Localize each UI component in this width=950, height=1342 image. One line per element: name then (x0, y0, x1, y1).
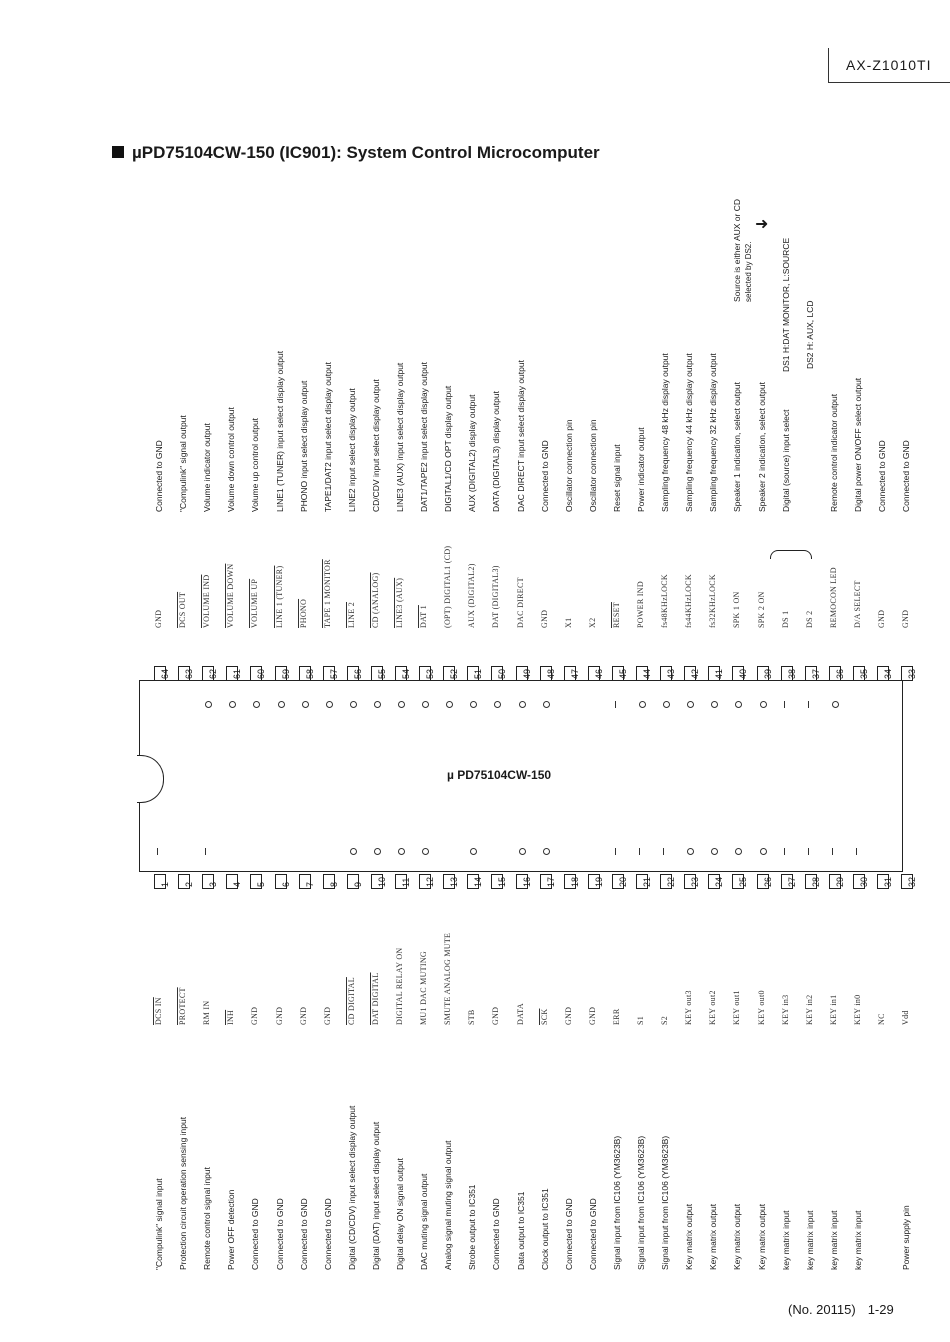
pin-description: key matrix input (780, 1210, 791, 1270)
pin-box (757, 666, 773, 681)
pin-number: 25 (738, 876, 749, 887)
pin-marker-dash (615, 701, 616, 708)
pin-description: "Compulink" signal output (178, 415, 189, 512)
pin-description: PHONO input select display output (298, 380, 309, 512)
pin-marker-circle (760, 848, 767, 855)
pin-description: Connected to GND (563, 1198, 574, 1270)
pin-box (154, 666, 170, 681)
page-footer (788, 1302, 894, 1317)
ds2-note: DS2 H: AUX, LCD (805, 300, 815, 369)
pin-number: 19 (593, 876, 604, 887)
pin-number: 41 (714, 668, 725, 679)
pin-number: 31 (883, 876, 893, 887)
pin-number: 8 (328, 881, 339, 887)
pin-box (853, 666, 869, 681)
pin-number: 48 (545, 668, 556, 679)
pin-box (371, 666, 387, 681)
pin-number: 39 (762, 668, 773, 679)
pin-signal-name: GND (877, 609, 886, 628)
pin-signal-name: KEY in1 (828, 994, 838, 1025)
pin-number: 27 (786, 876, 797, 887)
pin-number: 35 (858, 668, 869, 679)
pin-number: 60 (256, 668, 267, 679)
pin-signal-name: GND (322, 1006, 332, 1025)
pin-box (829, 874, 845, 889)
pin-number: 6 (280, 881, 291, 887)
pin-number: 5 (256, 881, 267, 887)
pin-box (540, 874, 556, 889)
pin-signal-name: GND (491, 1006, 501, 1025)
pin-number: 54 (401, 668, 411, 679)
pin-box (564, 874, 580, 889)
pin-signal-name: SPK 2 ON (756, 591, 766, 628)
pin-signal-name: KEY out3 (684, 990, 694, 1025)
pin-signal-name: fs32KHzLOCK (708, 574, 718, 628)
pin-signal-name: LINE 1 (TUNER) (274, 565, 284, 628)
page-title (112, 143, 600, 163)
pin-description: LINE3 (AUX) input select display output (395, 362, 405, 512)
pin-box (491, 666, 508, 681)
pin-number: 7 (304, 881, 315, 887)
pin-number: 9 (352, 881, 363, 887)
pin-description: Digital (source) input select (780, 409, 791, 512)
pin-signal-name: GND (250, 1006, 260, 1025)
pin-signal-name: DATA (515, 1003, 525, 1025)
pin-number: 51 (473, 668, 484, 679)
pin-marker-circle (278, 701, 285, 708)
pin-signal-name: LINE3 (AUX) (395, 577, 404, 628)
pin-signal-name: (OPT) DIGITAL1 (CD) (443, 545, 453, 628)
pin-signal-name: DAT (DIGITAL3) (491, 565, 501, 628)
pin-box (395, 874, 411, 889)
pin-signal-name: DS 2 (804, 610, 814, 628)
pin-signal-name: GND (901, 609, 911, 628)
pin-signal-name: STB (467, 1009, 477, 1025)
pin-description: Volume up control output (250, 417, 261, 512)
pin-signal-name: PROTECT (178, 987, 188, 1025)
source-note-line1: Source is either AUX or CD (732, 199, 742, 302)
pin-box (299, 666, 315, 681)
pin-number: 28 (810, 876, 821, 887)
pin-marker-dash (157, 848, 158, 855)
pin-signal-name: RESET (611, 602, 621, 628)
pin-signal-name: SPK 1 ON (732, 591, 742, 628)
pin-number: 59 (280, 668, 291, 679)
pin-signal-name: DCS OUT (178, 591, 188, 628)
pin-signal-name: VOLUME UP (250, 578, 260, 628)
pin-box (178, 666, 195, 681)
pin-number: 47 (569, 668, 580, 679)
pin-box (636, 666, 652, 681)
pin-signal-name: X2 (587, 617, 597, 628)
pin-number: 32 (907, 876, 918, 887)
pin-box (516, 666, 532, 681)
pin-box (612, 666, 628, 681)
pin-number: 15 (497, 876, 508, 887)
pin-marker-circle (374, 701, 381, 708)
pin-box (419, 666, 436, 681)
pin-signal-name: NC (877, 1013, 886, 1025)
pin-signal-name: ERR (611, 1008, 621, 1025)
pin-box (178, 874, 195, 889)
page-title-text: µPD75104CW-150 (IC901): System Control Microcomputer (132, 143, 600, 162)
pin-signal-name: GND (298, 1006, 308, 1025)
pin-box (588, 666, 604, 681)
pin-description: LINE1 (TUNER) input select display output (274, 350, 285, 512)
pin-box (708, 666, 725, 681)
pin-description: key matrix input (852, 1210, 863, 1270)
pin-description: Signal input from IC106 (YM3623B) (636, 1135, 646, 1270)
bullet-square-icon (112, 146, 124, 158)
pin-box (491, 874, 508, 889)
pin-description: Volume indicator output (202, 423, 213, 512)
pin-marker-circle (639, 701, 646, 708)
pin-number: 18 (569, 876, 580, 887)
pin-box (467, 666, 484, 681)
pin-signal-name: CD DIGITAL (346, 977, 356, 1025)
pin-description: Signal input from IC106 (YM3623B) (660, 1135, 671, 1270)
pin-number: 17 (545, 876, 556, 887)
pin-number: 34 (883, 668, 893, 679)
pin-description: Digital (CD/CDV) input select display output (346, 1105, 357, 1270)
source-note-line2: selected by DS2. (744, 241, 753, 302)
pin-marker-circle (519, 701, 526, 708)
pin-box (684, 874, 701, 889)
pin-number: 49 (521, 668, 532, 679)
pin-signal-name: KEY out2 (708, 990, 718, 1025)
pin-number: 10 (376, 876, 387, 887)
pin-box (226, 666, 243, 681)
pin-description: Digital delay ON signal output (395, 1158, 405, 1270)
pin-description: Key matrix output (732, 1203, 743, 1270)
pin-box (202, 874, 219, 889)
pin-box (154, 874, 170, 889)
pin-number: 42 (690, 668, 701, 679)
pin-box (660, 874, 677, 889)
pin-signal-name: MU1 DAC MUTING (419, 951, 429, 1025)
pin-description: Connected to GND (154, 440, 164, 512)
pin-box (443, 666, 460, 681)
pin-description: DAT1/TAPE2 input select display output (419, 362, 430, 512)
pin-description: Power supply pin (901, 1205, 912, 1270)
pin-description: Connected to GND (587, 1198, 598, 1270)
pin-number: 22 (666, 876, 677, 887)
pin-number: 36 (834, 668, 845, 679)
pin-box (395, 666, 411, 681)
pin-signal-name: KEY in0 (852, 994, 862, 1025)
pin-signal-name: D/A SELECT (852, 580, 862, 628)
pin-description: Remote control indicator output (828, 393, 839, 512)
pin-number: 40 (738, 668, 749, 679)
pin-signal-name: GND (274, 1006, 284, 1025)
pin-description: Connected to GND (491, 1198, 502, 1270)
pin-marker-circle (398, 701, 405, 708)
pin-marker-dash (784, 848, 785, 855)
pin-signal-name: KEY in2 (804, 994, 814, 1025)
pin-box (732, 666, 749, 681)
page-number: 1-29 (867, 1302, 894, 1317)
pin-number: 61 (232, 668, 243, 679)
pin-description: Remote control signal input (202, 1166, 213, 1270)
arrow-down-icon: ➜ (755, 216, 769, 233)
pin-description: Oscillator connection pin (587, 419, 598, 512)
pin-number: 37 (810, 668, 821, 679)
pin-box (877, 874, 893, 889)
pin-signal-name: fs48KHzLOCK (660, 574, 670, 628)
pin-signal-name: DAC DIRECT (515, 577, 525, 628)
pin-box (805, 874, 821, 889)
pin-number: 2 (184, 881, 195, 887)
pin-description: Speaker 2 indication, select output (756, 382, 767, 512)
pin-number: 1 (160, 881, 170, 887)
pin-box (901, 666, 918, 681)
pin-signal-name: AUX (DIGITAL2) (467, 563, 477, 628)
pin-box (443, 874, 460, 889)
pin-number: 20 (617, 876, 628, 887)
pin-number: 24 (714, 876, 725, 887)
pin-description: Oscillator connection pin (563, 419, 574, 512)
pin-number: 45 (617, 668, 628, 679)
pin-signal-name: Vdd (901, 1010, 911, 1025)
pin-number: 58 (304, 668, 315, 679)
pin-marker-circle (519, 848, 526, 855)
pin-box (564, 666, 580, 681)
pin-description: Connected to GND (298, 1198, 309, 1270)
pin-box (202, 666, 219, 681)
pin-marker-dash (639, 848, 640, 855)
pin-signal-name: POWER IND (636, 581, 645, 628)
pin-box (250, 874, 267, 889)
pin-box (226, 874, 243, 889)
pin-marker-circle (350, 848, 357, 855)
pin-number: 13 (449, 876, 460, 887)
pin-number: 3 (208, 881, 219, 887)
model-number: AX-Z1010TI (846, 57, 932, 73)
pin-description: Power indicator output (636, 427, 646, 512)
pin-description: Key matrix output (708, 1203, 719, 1270)
pin-description: Digital power ON/OFF select output (852, 377, 863, 512)
pin-signal-name: X1 (563, 617, 573, 628)
pin-box (347, 874, 363, 889)
pin-number: 63 (184, 668, 195, 679)
pin-number: 57 (328, 668, 339, 679)
chip-label: µ PD75104CW-150 (447, 768, 552, 782)
pin-description: Key matrix output (684, 1203, 695, 1270)
pin-description: Digital (DAT) input select display output (370, 1121, 381, 1270)
pin-number: 23 (690, 876, 701, 887)
pin-number: 52 (449, 668, 460, 679)
pin-marker-dash (615, 848, 616, 855)
pin-description: Connected to GND (539, 440, 550, 512)
pin-box (323, 874, 339, 889)
pin-box (901, 874, 918, 889)
pin-signal-name: TAPE 1 MONITOR (322, 559, 332, 628)
pin-description: DAC DIRECT input select display output (515, 360, 526, 512)
pin-number: 56 (352, 668, 363, 679)
ds-brace (770, 550, 812, 559)
pin-number: 21 (642, 876, 652, 887)
pin-box (660, 666, 677, 681)
pin-description: Connected to GND (250, 1198, 261, 1270)
pin-number: 30 (858, 876, 869, 887)
pin-box (612, 874, 628, 889)
pin-marker-dash (663, 848, 664, 855)
pin-description: LINE2 input select display output (346, 388, 357, 512)
pin-box (732, 874, 749, 889)
pin-description: "Compulink" signal input (154, 1178, 164, 1270)
pin-box (540, 666, 556, 681)
pin-number: 33 (907, 668, 918, 679)
pin-box (467, 874, 484, 889)
pin-signal-name: RM IN (202, 1000, 212, 1025)
pin-marker-circle (398, 848, 405, 855)
pin-signal-name: REMOCON LED (828, 567, 838, 628)
pin-number: 4 (232, 881, 243, 887)
pin-box (588, 874, 604, 889)
pin-box (371, 874, 387, 889)
pin-description: DIGITAL1/CD OPT display output (443, 385, 454, 512)
pin-description: Sampling frequency 44 kHz display output (684, 353, 695, 512)
pin-marker-dash (205, 848, 206, 855)
pin-signal-name: GND (563, 1006, 573, 1025)
pin-description: DATA (DIGITAL3) display output (491, 391, 502, 512)
pin-description: Sampling frequency 48 kHz display output (660, 353, 671, 512)
pin-marker-dash (784, 701, 785, 708)
pin-box (781, 666, 797, 681)
pin-marker-circle (302, 701, 309, 708)
pin-signal-name: KEY out1 (732, 990, 742, 1025)
pin-marker-circle (350, 701, 357, 708)
pin-description: Connected to GND (322, 1198, 333, 1270)
pin-box (275, 666, 291, 681)
pin-marker-dash (856, 848, 857, 855)
pin-marker-dash (808, 848, 809, 855)
pin-signal-name: $\overline{SCK}$ (539, 1008, 549, 1025)
pin-description: AUX (DIGITAL2) display output (467, 394, 478, 512)
pin-description: CD/CDV input select display output (370, 379, 381, 512)
pin-description: Speaker 1 indication, select output (732, 382, 743, 512)
pin-signal-name: DS 1 (780, 610, 790, 628)
pin-signal-name: KEY out0 (756, 990, 766, 1025)
pin-signal-name: GND (154, 609, 163, 628)
pin-number: 11 (401, 877, 411, 887)
pin-signal-name: S1 (636, 1015, 645, 1025)
pin-description: Connected to GND (274, 1198, 285, 1270)
pin-number: 12 (425, 876, 436, 887)
pin-box (781, 874, 797, 889)
pin-number: 64 (160, 668, 170, 679)
pin-box (636, 874, 652, 889)
pin-description: Data output to IC351 (515, 1191, 526, 1270)
pin-signal-name: GND (539, 609, 549, 628)
pin-description: Analog signal muting signal output (443, 1140, 454, 1270)
pin-box (853, 874, 869, 889)
pin-signal-name: PHONO (298, 598, 308, 628)
pin-box (708, 874, 725, 889)
pin-description: TAPE1/DAT2 input select display output (322, 362, 333, 512)
pin-description: Clock output to IC351 (539, 1188, 550, 1270)
pin-signal-name: VOLUME IND (202, 574, 212, 628)
pin-description: Connected to GND (877, 440, 887, 512)
pin-description: Power OFF detection (226, 1189, 237, 1270)
pin-number: 29 (834, 876, 845, 887)
pin-box (323, 666, 339, 681)
pin-number: 14 (473, 876, 484, 887)
pin-marker-dash (808, 701, 809, 708)
ds1-note: DS1 H:DAT MONITOR, L:SOURCE (781, 237, 791, 372)
pin-box (419, 874, 436, 889)
pin-description: Key matrix output (756, 1203, 767, 1270)
pin-number: 16 (521, 876, 532, 887)
pin-signal-name: S2 (660, 1015, 670, 1025)
pin-number: 53 (425, 668, 436, 679)
pin-signal-name: $\overline{INH}$ (226, 1009, 236, 1025)
pin-number: 55 (376, 668, 387, 679)
pin-signal-name: LINE 2 (346, 601, 356, 628)
pin-number: 43 (666, 668, 677, 679)
pin-description: Reset signal input (611, 444, 622, 512)
pin-description: Sampling frequency 32 kHz display output (708, 353, 719, 512)
pin-number: 38 (786, 668, 797, 679)
pin-box (757, 874, 773, 889)
pin-description: DAC muting signal output (419, 1173, 430, 1270)
pin-box (877, 666, 893, 681)
pin-marker-circle (832, 701, 839, 708)
pin-signal-name: DAT DIGITAL (370, 972, 380, 1025)
pin-description: Volume down control output (226, 407, 237, 512)
pin-description: Signal input from IC106 (YM3623B) (611, 1135, 622, 1270)
pin-signal-name: KEY in3 (780, 994, 790, 1025)
pin-signal-name: fs44KHzLOCK (684, 574, 694, 628)
pin-signal-name: VOLUME DOWN (226, 563, 236, 628)
pin-box (805, 666, 821, 681)
pin-description: key matrix input (828, 1210, 839, 1270)
pin-marker-circle (374, 848, 381, 855)
pin-box (684, 666, 701, 681)
pin-signal-name: CD (ANALOG) (370, 572, 380, 628)
pin-signal-name: DAT 1 (419, 605, 429, 628)
pin-box (250, 666, 267, 681)
pin-signal-name: SMUTE ANALOG MUTE (443, 932, 453, 1025)
pin-number: 26 (762, 876, 773, 887)
pin-number: 62 (208, 668, 219, 679)
pin-box (516, 874, 532, 889)
pin-marker-circle (326, 701, 333, 708)
pin-marker-circle (543, 701, 550, 708)
pin-description: Protection circuit operation sensing input (178, 1116, 189, 1270)
pin-signal-name: DCS IN (154, 997, 163, 1025)
pin-number: 46 (593, 668, 604, 679)
pin-signal-name: DIGITAL RELAY ON (395, 947, 404, 1025)
doc-number: (No. 20115) (788, 1302, 856, 1317)
pin-description: Connected to GND (901, 440, 912, 512)
pin-box (299, 874, 315, 889)
pin-signal-name: GND (587, 1006, 597, 1025)
pin-marker-dash (832, 848, 833, 855)
pin-description: Strobe output to IC351 (467, 1184, 478, 1270)
pin-box (275, 874, 291, 889)
pin-description: key matrix input (804, 1210, 815, 1270)
pin-box (829, 666, 845, 681)
pin-marker-circle (760, 701, 767, 708)
pin-number: 50 (497, 668, 508, 679)
pin-box (347, 666, 363, 681)
pin-marker-circle (543, 848, 550, 855)
pin-number: 44 (642, 668, 652, 679)
